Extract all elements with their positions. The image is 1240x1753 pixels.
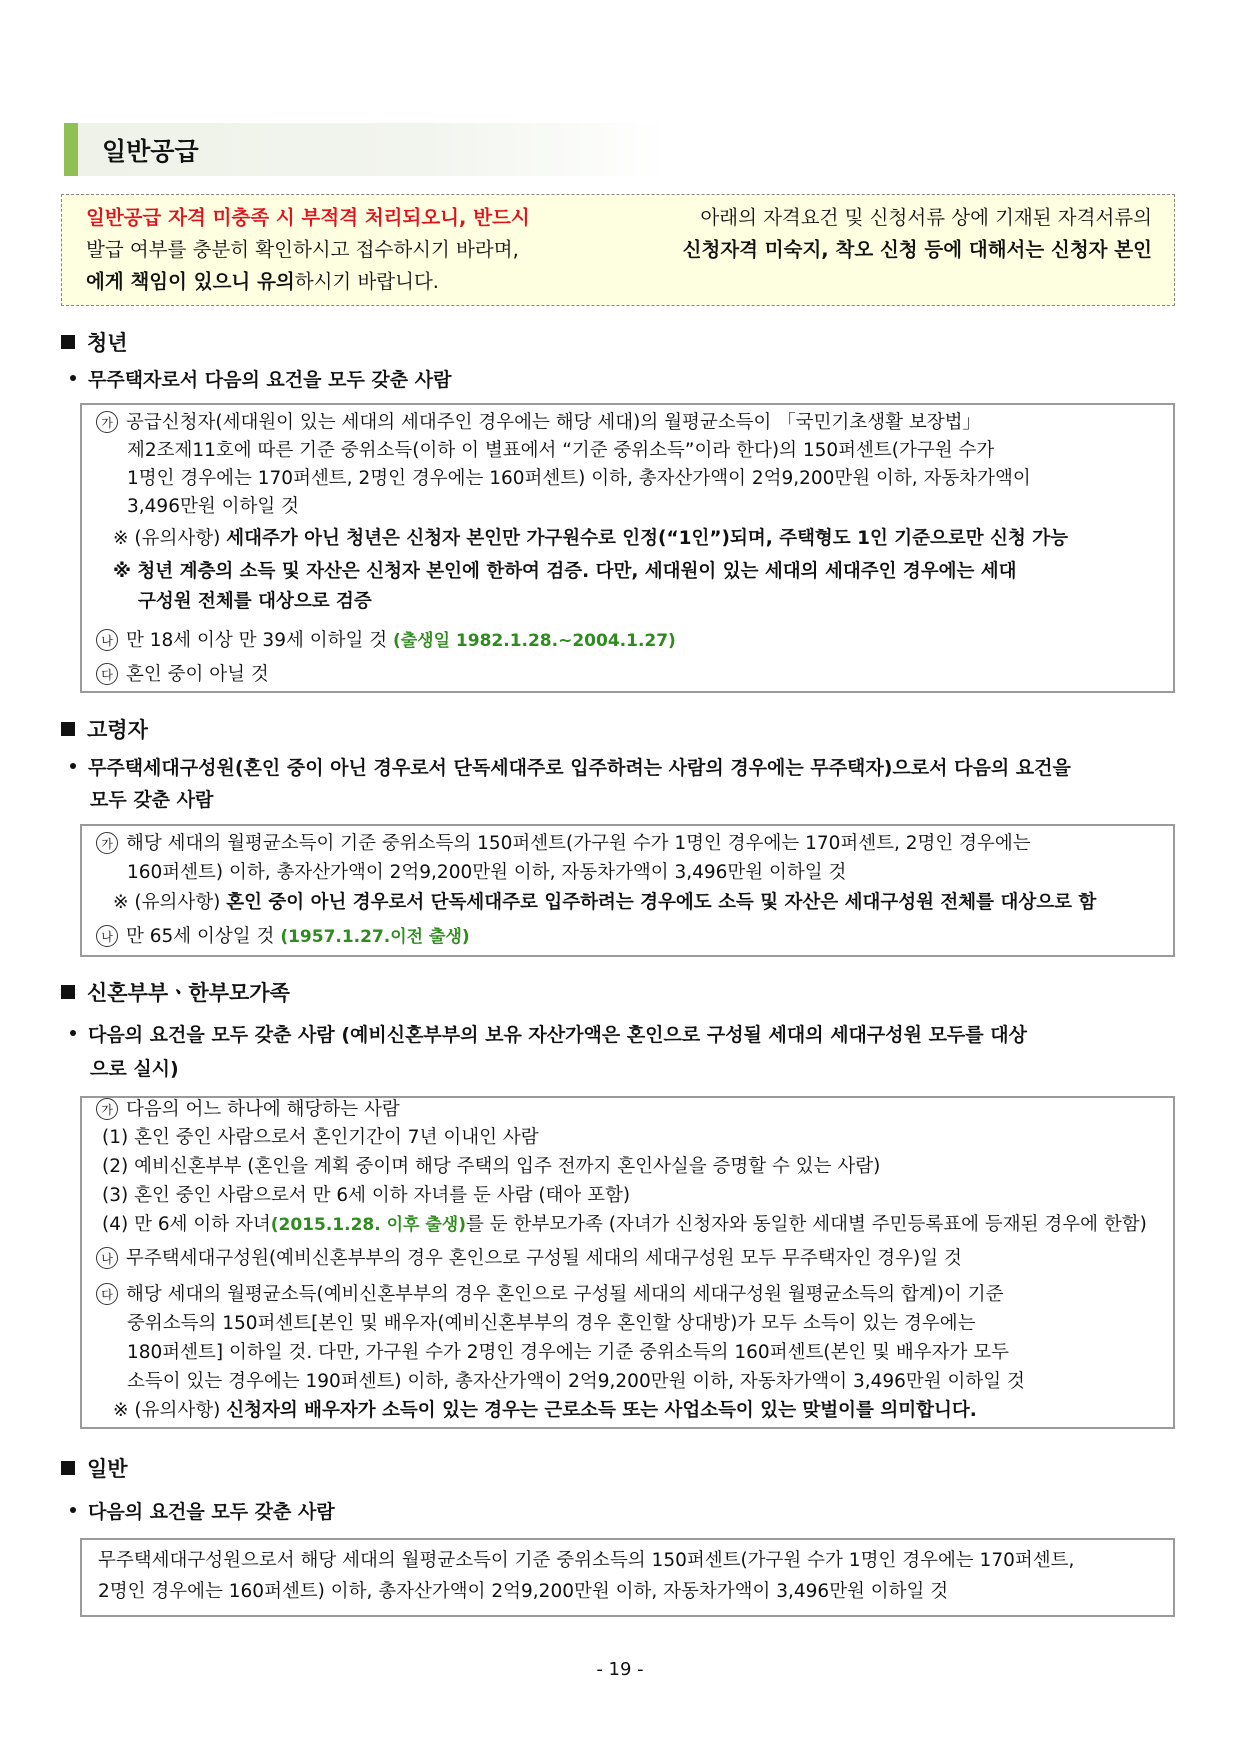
notice-line-1 [86, 203, 1152, 233]
circled-da-icon: 다 [96, 663, 118, 685]
requirement-line: 다 해당 세대의 월평균소득(예비신혼부부의 경우 혼인으로 구성될 세대의 세대구성원 월평균소득의 합계)이 기준 [96, 1281, 1003, 1309]
requirement-line: 2명인 경우에는 160퍼센트) 이하, 총자산가액이 2억9,200만원 이하, 자동차가액이 3,496만원 이하일 것 [98, 1581, 949, 1602]
note-line: ※ (유의사항) 신청자의 배우자가 소득이 있는 경우는 근로소득 또는 사업소득이 있는 맞벌이를 의미합니다. [113, 1400, 977, 1421]
note-line: ※ (유의사항) 세대주가 아닌 청년은 신청자 본인만 가구원수로 인정(“1인”)되며, 주택형도 1인 기준으로만 신청 가능 [113, 528, 1069, 549]
bullet-youth: 무주택자로서 다음의 요건을 모두 갖춘 사람 [70, 363, 451, 397]
circled-ga-icon: 가 [96, 411, 118, 433]
requirement-line: 180퍼센트] 이하일 것. 다만, 가구원 수가 2명인 경우에는 기준 중위소득의 160퍼센트(본인 및 배우자가 모두 [127, 1342, 1010, 1363]
circled-na-icon: 나 [96, 629, 118, 651]
bullet-newlywed-continued: 으로 실시) [90, 1058, 179, 1080]
requirement-line: (1) 혼인 중인 사람으로서 혼인기간이 7년 이내인 사람 [102, 1127, 539, 1148]
birthdate-range: (2015.1.28. 이후 출생) [270, 1215, 466, 1235]
notice-box [61, 194, 1175, 306]
requirement-line: 1명인 경우에는 170퍼센트, 2명인 경우에는 160퍼센트) 이하, 총자산가액이 2억9,200만원 이하, 자동차가액이 [127, 468, 1031, 489]
requirement-line: 나 만 65세 이상일 것 (1957.1.27.이전 출생) [96, 923, 470, 951]
requirement-line: (2) 예비신혼부부 (혼인을 계획 중이며 해당 주택의 입주 전까지 혼인사실을 증명할 수 있는 사람) [102, 1156, 881, 1177]
note-line: ※ 청년 계층의 소득 및 자산은 신청자 본인에 한하여 검증. 다만, 세대원이 있는 세대의 세대주인 경우에는 세대 [113, 561, 1017, 582]
bullet-general: 다음의 요건을 모두 갖춘 사람 [70, 1495, 335, 1529]
requirement-box-youth [80, 403, 1175, 693]
circled-ga-icon: 가 [96, 832, 118, 854]
section-title-elderly: 고령자 [61, 714, 148, 744]
notice-text: 발급 여부를 충분히 확인하시고 접수하시기 바라며, [86, 238, 519, 261]
note-line: ※ (유의사항) 혼인 중이 아닌 경우로서 단독세대주로 입주하려는 경우에도 소득 및 자산은 세대구성원 전체를 대상으로 함 [113, 892, 1097, 913]
birthdate-range: (출생일 1982.1.28.~2004.1.27) [392, 631, 676, 651]
circled-ga-icon: 가 [96, 1098, 118, 1120]
notice-text: 아래의 자격요건 및 신청서류 상에 기재된 자격서류의 [700, 206, 1152, 229]
birthdate-range: (1957.1.27.이전 출생) [280, 927, 470, 947]
square-bullet-icon [61, 1461, 75, 1475]
requirement-line: 소득이 있는 경우에는 190퍼센트) 이하, 총자산가액이 2억9,200만원 이하, 자동차가액이 3,496만원 이하일 것 [127, 1371, 1025, 1392]
circled-da-icon: 다 [96, 1283, 118, 1305]
bullet-dot-icon [70, 1030, 76, 1036]
requirement-line: 3,496만원 이하일 것 [127, 496, 299, 517]
notice-bold-text: 신청자격 미숙지, 착오 신청 등에 대해서는 신청자 본인 [682, 238, 1152, 261]
requirement-line: 가 공급신청자(세대원이 있는 세대의 세대주인 경우에는 해당 세대)의 월평균소득이 「국민기초생활 보장법」 [96, 409, 1161, 437]
bullet-dot-icon [70, 375, 76, 381]
square-bullet-icon [61, 335, 75, 349]
requirement-box-general [80, 1538, 1175, 1617]
notice-line-2 [86, 235, 1152, 265]
section-title-newlywed: 신혼부부ㆍ한부모가족 [61, 977, 290, 1007]
bullet-newlywed: 다음의 요건을 모두 갖춘 사람 (예비신혼부부의 보유 자산가액은 혼인으로 구성될 세대의 세대구성원 모두를 대상 [70, 1018, 1027, 1052]
note-line: 구성원 전체를 대상으로 검증 [138, 591, 372, 612]
notice-line-3 [86, 267, 1152, 297]
requirement-line: 나 무주택세대구성원(예비신혼부부의 경우 혼인으로 구성될 세대의 세대구성원 모두 무주택자인 경우)일 것 [96, 1245, 962, 1273]
notice-warning-text: 일반공급 자격 미충족 시 부적격 처리되오니, 반드시 [86, 206, 530, 229]
requirement-line: 가 다음의 어느 하나에 해당하는 사람 [96, 1096, 400, 1124]
requirement-line: (3) 혼인 중인 사람으로서 만 6세 이하 자녀를 둔 사람 (태아 포함) [102, 1185, 631, 1206]
requirement-line: 중위소득의 150퍼센트[본인 및 배우자(예비신혼부부의 경우 혼인할 상대방)가 모두 소득이 있는 경우에는 [127, 1313, 976, 1334]
requirement-box-newlywed [80, 1096, 1175, 1429]
requirement-line: 무주택세대구성원으로서 해당 세대의 월평균소득이 기준 중위소득의 150퍼센트(가구원 수가 1명인 경우에는 170퍼센트, [98, 1550, 1075, 1571]
page-number: - 19 - [596, 1659, 644, 1680]
notice-text: 하시기 바랍니다. [294, 270, 440, 293]
square-bullet-icon [61, 722, 75, 736]
circled-na-icon: 나 [96, 925, 118, 947]
bullet-dot-icon [70, 1507, 76, 1513]
requirement-line: 나 만 18세 이상 만 39세 이하일 것 (출생일 1982.1.28.~2004.1.27) [96, 627, 676, 655]
requirement-line: 제2조제11호에 따른 기준 중위소득(이하 이 별표에서 “기준 중위소득”이라 한다)의 150퍼센트(가구원 수가 [127, 440, 995, 461]
section-title-general: 일반 [61, 1453, 128, 1483]
requirement-line: (4) 만 6세 이하 자녀(2015.1.28. 이후 출생)를 둔 한부모가족 (자녀가 신청자와 동일한 세대별 주민등록표에 등재된 경우에 한함) [102, 1214, 1147, 1235]
requirement-line: 다 혼인 중이 아닐 것 [96, 661, 269, 689]
notice-bold-text: 에게 책임이 있으니 유의 [86, 270, 295, 293]
requirement-line: 가 해당 세대의 월평균소득이 기준 중위소득의 150퍼센트(가구원 수가 1명인 경우에는 170퍼센트, 2명인 경우에는 [96, 830, 1031, 858]
bullet-elderly: 무주택세대구성원(혼인 중이 아닌 경우로서 단독세대주로 입주하려는 사람의 경우에는 무주택자)으로서 다음의 요건을 [70, 751, 1071, 785]
requirement-box-elderly [80, 824, 1175, 957]
section-title-youth: 청년 [61, 327, 128, 357]
bullet-elderly-continued: 모두 갖춘 사람 [90, 789, 214, 811]
section-heading-accent-bar [64, 123, 78, 176]
square-bullet-icon [61, 985, 75, 999]
section-heading: 일반공급 [102, 137, 199, 166]
circled-na-icon: 나 [96, 1247, 118, 1269]
bullet-dot-icon [70, 763, 76, 769]
requirement-line: 160퍼센트) 이하, 총자산가액이 2억9,200만원 이하, 자동차가액이 3,496만원 이하일 것 [127, 862, 847, 883]
